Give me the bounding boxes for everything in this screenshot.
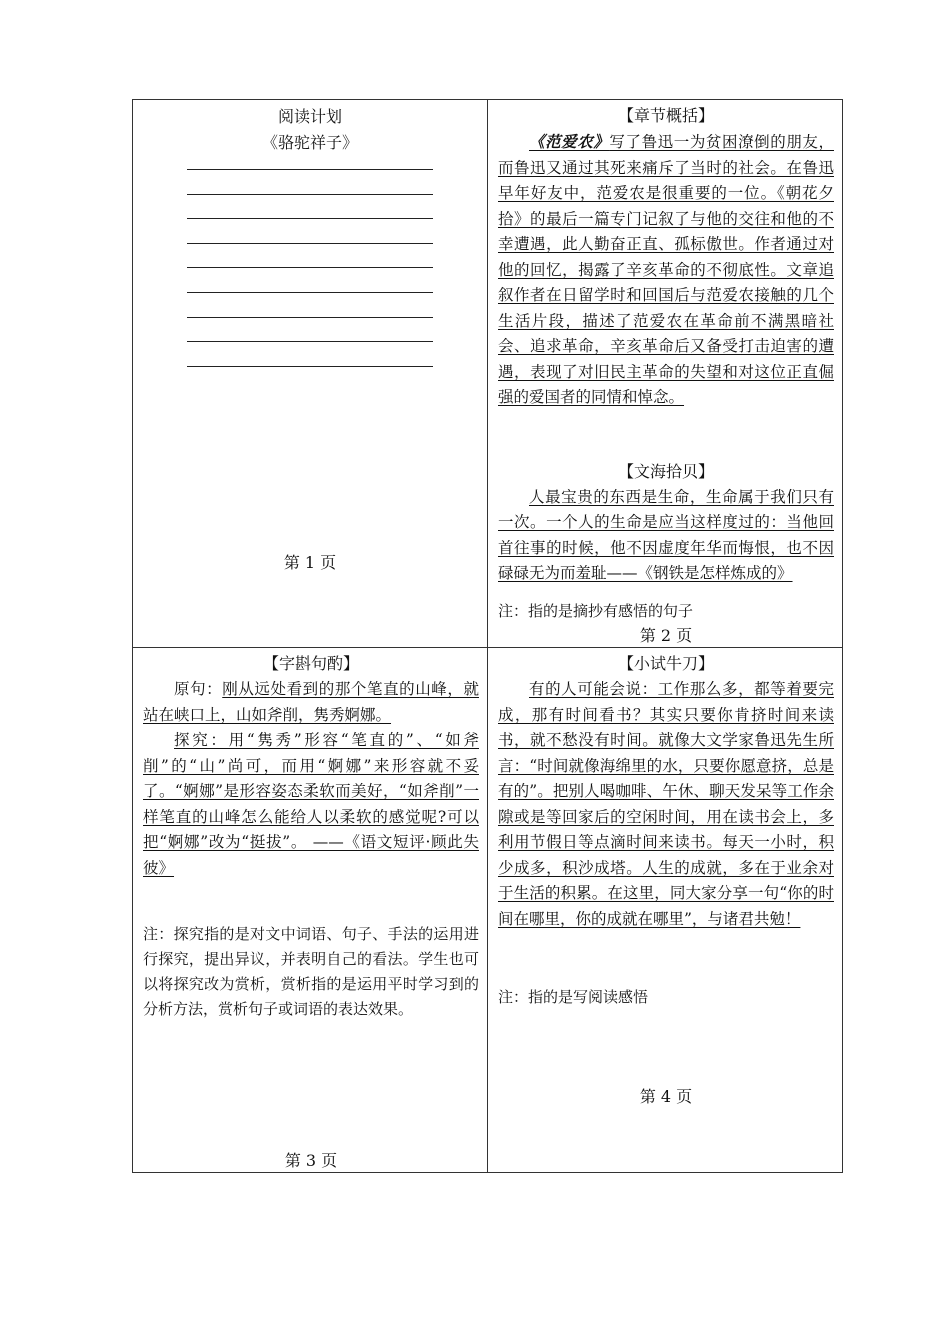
- page-number-2: 第 2 页: [639, 626, 693, 645]
- c3-note: 注：探究指的是对文中词语、句子、手法的运用进行探究，提出异议，并表明自己的看法。学生也可以将探究改为赏析，赏析指的是运用平时学习到的分析方法，赏析句子或词语的表达效果。: [143, 925, 479, 1018]
- chapter-summary-heading: 【章节概括】: [617, 106, 714, 125]
- original-sentence: [143, 677, 479, 728]
- blank-line[interactable]: [187, 243, 433, 244]
- practice-text: 有的人可能会说：工作那么多，都等着要完成，那有时间看书？其实只要你肯挤时间来读书，就不愁没有时间。就像大文学家鲁迅先生所言：“时间就像海绵里的水，只要你愿意挤，总是有的”。把别人喝咖啡、午休、聊天发呆等工作余隙或是等回家后的空闲时间，用在读书会上，多利用节假日等点滴时间来读书。每天一小时，积少成多，积沙成塔。人生的成就，多在于业余对于生活的积累。在这里，同大家分享一句“你的时间在哪里，你的成就在哪里”，与诸君共勉！: [498, 680, 834, 928]
- word-analysis-heading: 【字斟句酌】: [262, 654, 359, 673]
- practice-heading: 【小试牛刀】: [617, 654, 714, 673]
- original-label: 原句：: [174, 680, 223, 698]
- cell-reading-plan: [133, 100, 488, 648]
- c4-note: 注：指的是写阅读感悟: [498, 988, 649, 1006]
- original-text: 刚从远处看到的那个笔直的山峰，就站在峡口上，山如斧削，隽秀婀娜。: [143, 680, 479, 724]
- reading-plan-heading: 阅读计划: [277, 107, 342, 126]
- blank-line[interactable]: [187, 292, 433, 293]
- chapter-summary-text: [498, 129, 834, 411]
- c2-note: 注：指的是摘抄有感悟的句子: [498, 602, 694, 620]
- blank-line[interactable]: [187, 169, 433, 170]
- chapter-summary-body: 写了鲁迅一为贫困潦倒的朋友，而鲁迅又通过其死来痛斥了当时的社会。在鲁迅早年好友中，范爱农是很重要的一位。《朝花夕拾》的最后一篇专门记叙了与他的交往和他的不幸遭遇，此人勤奋正直、孤标傲世。作者通过对他的回忆，揭露了辛亥革命的不彻底性。文章追叙作者在日留学时和回国后与范爱农接触的几个生活片段，描述了范爱农在革命前不满黑暗社会、追求革命，辛亥革命后又备受打击迫害的遭遇，表现了对旧民主革命的失望和对这位正直倔强的爱国者的同情和悼念。: [498, 133, 834, 406]
- blank-line[interactable]: [187, 218, 433, 219]
- page-number-1: 第 1 页: [283, 553, 337, 572]
- book-title: 《骆驼祥子》: [261, 133, 358, 152]
- blank-lines: [133, 169, 487, 367]
- blank-line[interactable]: [187, 194, 433, 195]
- page-number-4: 第 4 页: [639, 1087, 693, 1106]
- cell-chapter-summary: [488, 100, 843, 648]
- cell-word-analysis: [133, 648, 488, 1173]
- quote-heading: 【文海拾贝】: [617, 461, 714, 481]
- quote-text: 人最宝贵的东西是生命，生命属于我们只有一次。一个人的生命是应当这样度过的：当他回首往事的时候，他不因虚度年华而悔恨，也不因碌碌无为而羞耻——《钢铁是怎样炼成的》: [498, 487, 834, 582]
- chapter-title-bold: 《范爱农》: [529, 132, 610, 151]
- cell-practice: [488, 648, 843, 1173]
- blank-line[interactable]: [187, 366, 433, 367]
- blank-line[interactable]: [187, 317, 433, 318]
- page-number-3: 第 3 页: [284, 1151, 338, 1170]
- reading-card-table: [132, 99, 843, 1173]
- blank-line[interactable]: [187, 267, 433, 268]
- explore-text: 探究：用“隽秀”形容“笔直的”、“如斧削”的“山”尚可，而用“婀娜”来形容就不妥了。“婀娜”是形容姿态柔软而美好，“如斧削”一样笔直的山峰怎么能给人以柔软的感觉呢?可以把“婀娜”改为“挺拔”。 ——《语文短评·顾此失彼》: [143, 731, 479, 877]
- blank-line[interactable]: [187, 341, 433, 342]
